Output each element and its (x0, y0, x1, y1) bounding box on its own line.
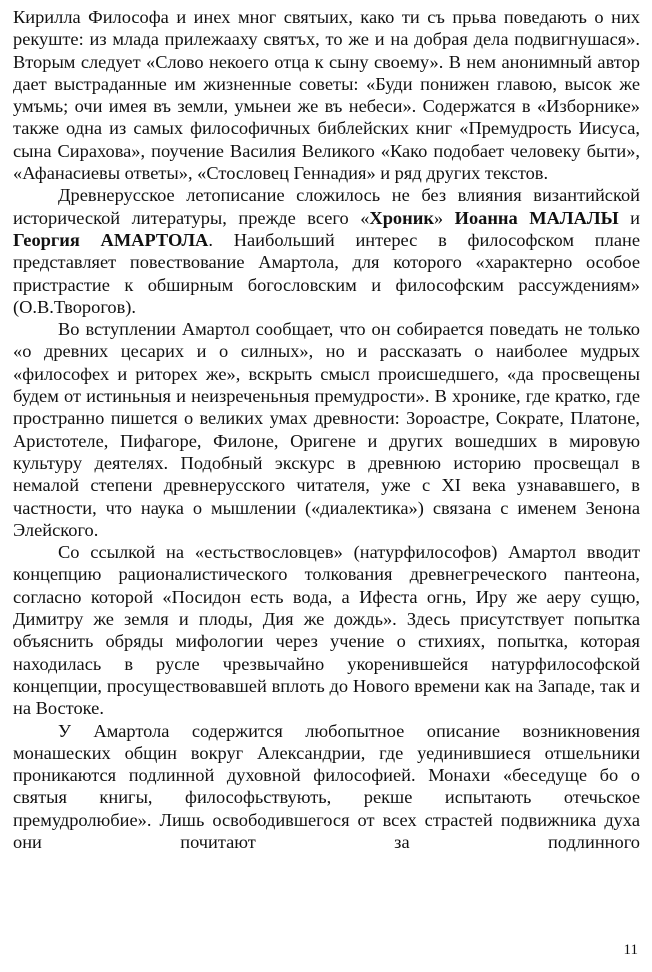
paragraph-4: Со ссылкой на «естьствословцев» (натурфилософов) Амартол вводит концепцию рационалистического толкования древнегреческого пантеона, согласно которой «Посидон есть вода, а Ифеста огнь, Иру же аеру сущю, Димитру же земля и плоды, Дия же дождь». Здесь присутствует попытка объяснить обряды мифологии через учение о стихиях, попытка, которая находилась в русле чрезвычайно укоренившейся натурфилософской концепции, просуществовавшей вплоть до Нового времени как на Западе, так и на Востоке. (13, 542, 640, 719)
page-text (13, 6, 640, 853)
paragraph-2 (13, 184, 640, 318)
page-number: 11 (623, 942, 638, 958)
paragraph-2-part-2: » (433, 207, 455, 228)
bold-term-khronik: Хроник (369, 207, 434, 228)
paragraph-3: Во вступлении Амартол сообщает, что он собирается поведать не только «о древних цесарих и о силных», но и рассказать о наиболее мудрых «философех и риторех же», вскрыть смысл происшедшего, «да просвещены будем от истиньныя и неизреченьныя премудрости». В хронике, где кратко, где пространно пишется о великих умах древности: Зороастре, Сократе, Платоне, Аристотеле, Пифагоре, Филоне, Оригене и других вошедших в мировую культуру деятелях. Подобный экскурс в древнюю историю просвещал в немалой степени древнерусского читателя, уже с XI века узнававшего, в частности, что наука о мышлении («диалектика») связана с именем Зенона Элейского. (13, 319, 640, 540)
bold-name-malala: Иоанна МАЛАЛЫ (454, 207, 619, 228)
paragraph-5: У Амартола содержится любопытное описание возникновения монашеских общин вокруг Александрии, где уединившиеся отшельники проникаются подлинной духовной философией. Монахи «беседуще бо о святыя книгы, философьствують, рекше испытають отечьское премудролюбие». Лишь освободившегося от всех страстей подвижника духа они почитают за подлинного (13, 720, 640, 852)
paragraph-2-part-1: Древнерусское летописание сложилось не без влияния византийской исторической литературы, прежде всего « (13, 185, 640, 228)
paragraph-1: Кирилла Философа и инех мног святыих, како ти съ прьва поведають о них рекуште: из млада прилежааху святъх, то же и на добрая дела подвигнушася». Вторым следует «Слово некоего отца к сыну своему». В нем анонимный автор дает выстраданные им жизненные советы: «Буди понижен главою, высок же умъмь; очи имея въ земли, умьнеи же въ небеси». Содержатся в «Изборнике» также одна из самых философичных библейских книг «Премудрость Иисуса, сына Сирахова», поучение Василия Великого «Како подобает человеку быти», «Афанасиевы ответы», «Стословец Геннадия» и ряд других текстов. (13, 7, 640, 184)
paragraph-2-part-3: и (618, 207, 640, 228)
bold-name-amartol: Георгия АМАРТОЛА (13, 229, 209, 250)
paragraph-2-part-4: . Наибольший интерес в философском плане представляет повествование Амартола, для которого «характерно особое пристрастие к обширным богословским и философским рассуждениям» (О.В.Творогов). (13, 229, 640, 317)
